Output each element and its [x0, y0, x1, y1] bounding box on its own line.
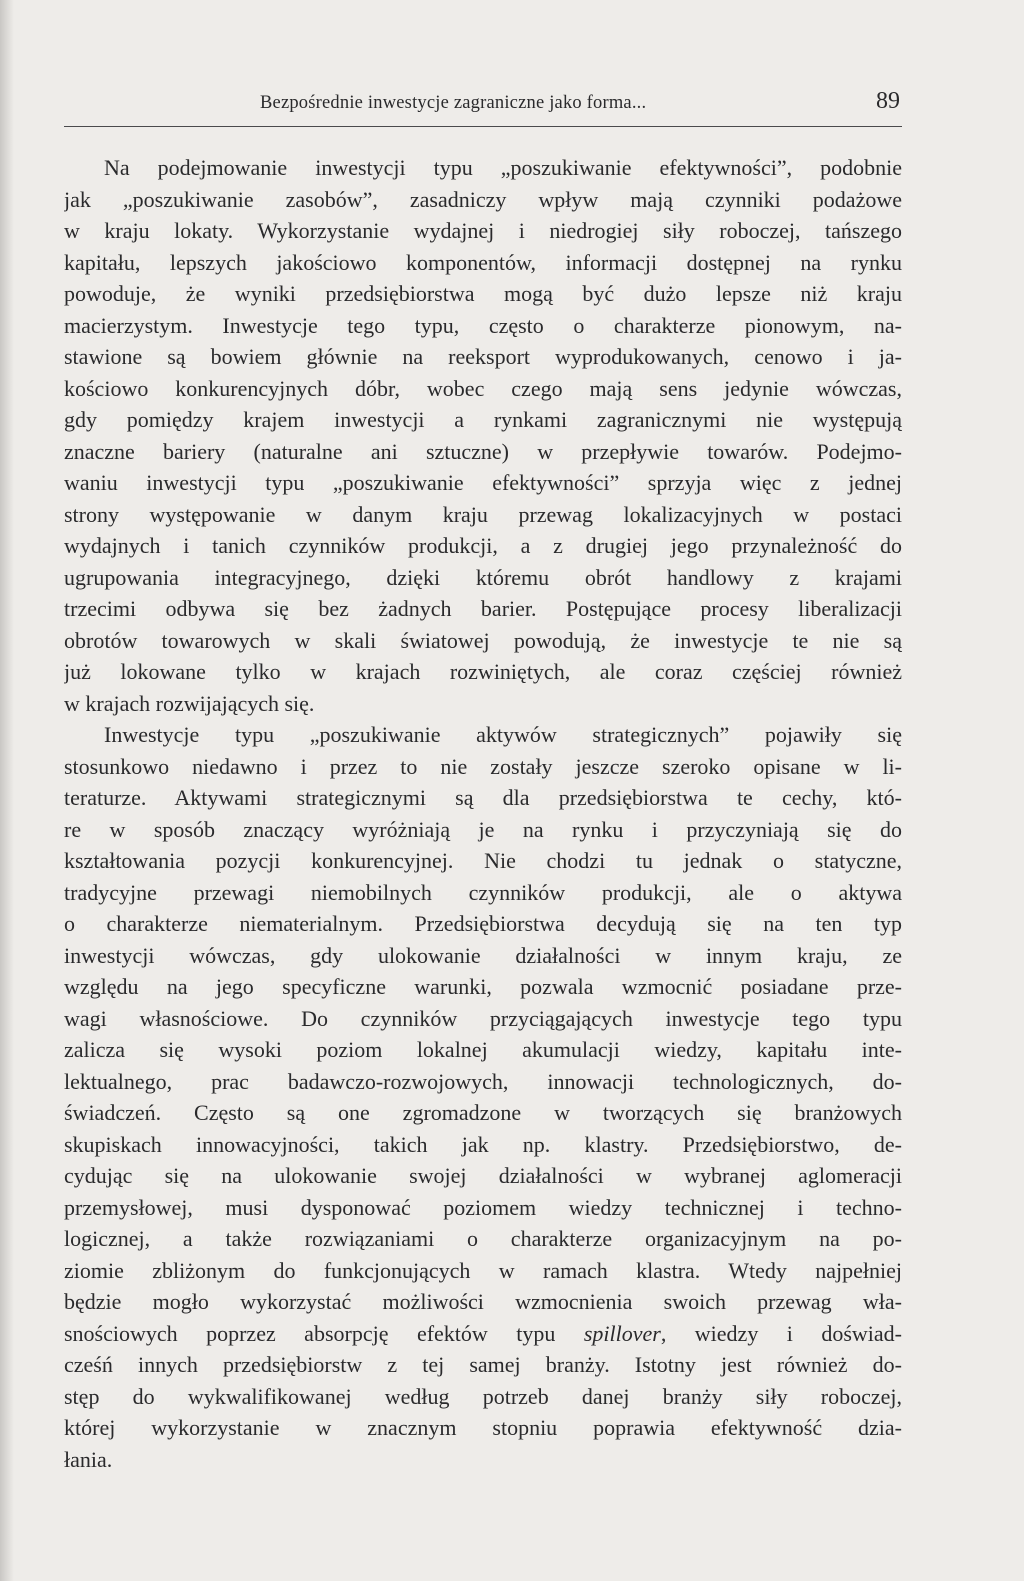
- text-line: obrotów towarowych w skali światowej powodują, że inwestycje te nie są: [64, 627, 902, 653]
- text-line: powoduje, że wyniki przedsiębiorstwa mogą być dużo lepsze niż kraju: [64, 281, 902, 306]
- text-line: skupiskach innowacyjności, takich jak np. klastry. Przedsiębiorstwo, de-: [64, 1131, 902, 1157]
- body-text: [64, 152, 902, 1475]
- text-line: stawione są bowiem głównie na reeksport wyprodukowanych, cenowo i ja-: [64, 344, 902, 369]
- text-line: gdy pomiędzy krajem inwestycji a rynkami zagranicznymi nie występują: [64, 407, 902, 432]
- text-line: której wykorzystanie w znacznym stopniu poprawia efektywność dzia-: [64, 1415, 902, 1440]
- text-line: ziomie zbliżonym do funkcjonujących w ramach klastra. Wtedy najpełniej: [64, 1257, 902, 1283]
- running-head: [64, 82, 902, 127]
- text-line: przemysłowej, musi dysponować poziomem wiedzy technicznej i techno-: [64, 1194, 902, 1220]
- text-fragment: snościowych poprzez absorpcję efektów typu: [64, 1320, 584, 1346]
- text-line: znaczne bariery (naturalne ani sztuczne) w przepływie towarów. Podejmo-: [64, 438, 902, 464]
- text-line: w krajach rozwijających się.: [64, 690, 315, 716]
- page-number: 89: [876, 88, 900, 114]
- text-line: trzecimi odbywa się bez żadnych barier. Postępujące procesy liberalizacji: [64, 596, 902, 621]
- text-line: lektualnego, prac badawczo-rozwojowych, innowacji technologicznych, do-: [64, 1068, 902, 1094]
- text-line: będzie mogło wykorzystać możliwości wzmocnienia swoich przewag wła-: [64, 1289, 902, 1314]
- text-line: stosunkowo niedawno i przez to nie zostały jeszcze szeroko opisane w li-: [64, 753, 902, 779]
- text-line: wydajnych i tanich czynników produkcji, a z drugiej jego przynależność do: [64, 533, 902, 558]
- text-line: Na podejmowanie inwestycji typu „poszukiwanie efektywności”, podobnie: [104, 155, 902, 180]
- text-line: świadczeń. Często są one zgromadzone w tworzących się branżowych: [64, 1100, 902, 1125]
- italic-term: spillover: [583, 1320, 661, 1346]
- running-title: Bezpośrednie inwestycje zagraniczne jako forma...: [260, 93, 647, 113]
- text-line: już lokowane tylko w krajach rozwiniętych, ale coraz częściej również: [64, 659, 902, 684]
- text-line: zalicza się wysoki poziom lokalnej akumulacji wiedzy, kapitału inte-: [64, 1037, 902, 1062]
- text-line: kształtowania pozycji konkurencyjnej. Nie chodzi tu jednak o statyczne,: [64, 848, 902, 873]
- text-line: łania.: [64, 1446, 113, 1472]
- text-line: kapitału, lepszych jakościowo komponentów, informacji dostępnej na rynku: [64, 249, 902, 275]
- text-line: cydując się na ulokowanie swojej działalności w wybranej aglomeracji: [64, 1163, 902, 1188]
- text-line: Inwestycje typu „poszukiwanie aktywów strategicznych” pojawiły się: [104, 722, 902, 747]
- text-fragment: , wiedzy i doświad-: [660, 1320, 902, 1346]
- text-line: kościowo konkurencyjnych dóbr, wobec czego mają sens jedynie wówczas,: [64, 375, 902, 401]
- text-line: tradycyjne przewagi niemobilnych czynników produkcji, ale o aktywa: [64, 879, 902, 905]
- text-line: stęp do wykwalifikowanej według potrzeb danej branży siły roboczej,: [64, 1383, 902, 1409]
- text-line: w kraju lokaty. Wykorzystanie wydajnej i niedrogiej siły roboczej, tańszego: [64, 218, 902, 243]
- text-line: strony występowanie w danym kraju przewag lokalizacyjnych w postaci: [64, 501, 902, 527]
- text-line: o charakterze niematerialnym. Przedsiębiorstwa decydują się na ten typ: [64, 911, 902, 936]
- text-line: teraturze. Aktywami strategicznymi są dla przedsiębiorstwa te cechy, któ-: [64, 785, 902, 810]
- binding-shadow: [0, 0, 14, 1581]
- text-line-spillover: [64, 1318, 902, 1350]
- text-line: ugrupowania integracyjnego, dzięki któremu obrót handlowy z krajami: [64, 564, 902, 590]
- text-line: logicznej, a także rozwiązaniami o charakterze organizacyjnym na po-: [64, 1226, 902, 1251]
- text-line: macierzystym. Inwestycje tego typu, często o charakterze pionowym, na-: [64, 312, 902, 338]
- text-line: inwestycji wówczas, gdy ulokowanie działalności w innym kraju, ze: [64, 942, 902, 968]
- text-line: względu na jego specyficzne warunki, pozwala wzmocnić posiadane prze-: [64, 974, 902, 999]
- text-line: cześń innych przedsiębiorstw z tej samej branży. Istotny jest również do-: [64, 1352, 902, 1377]
- text-line: wagi własnościowe. Do czynników przyciągających inwestycje tego typu: [64, 1005, 902, 1031]
- text-line: re w sposób znaczący wyróżniają je na rynku i przyczyniają się do: [64, 816, 902, 842]
- text-line: jak „poszukiwanie zasobów”, zasadniczy wpływ mają czynniki podażowe: [64, 186, 902, 212]
- text-line: waniu inwestycji typu „poszukiwanie efektywności” sprzyja więc z jednej: [64, 470, 902, 495]
